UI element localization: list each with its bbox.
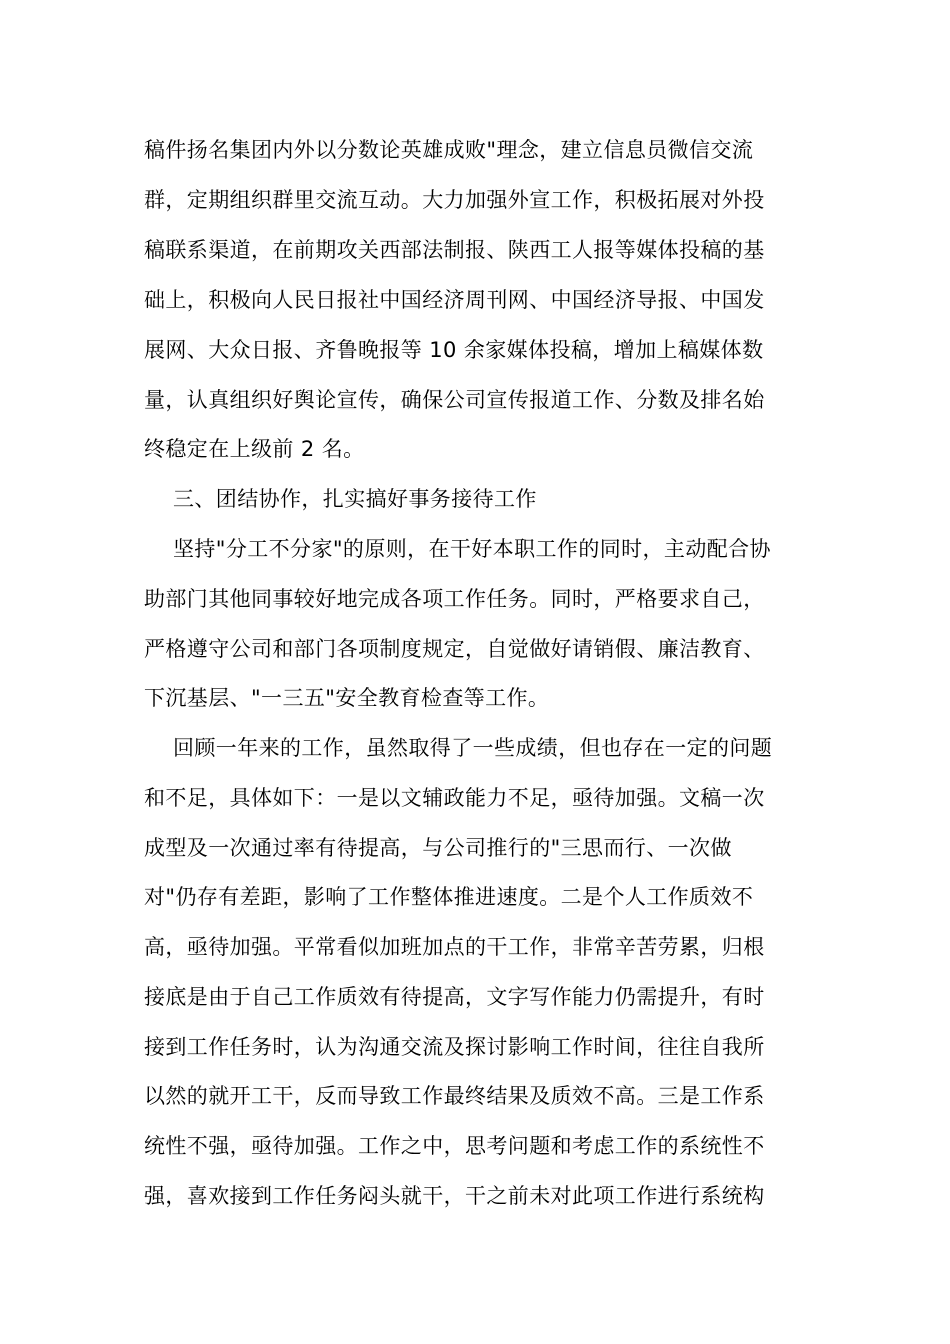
text-line: 稿联系渠道，在前期攻关西部法制报、陕西工人报等媒体投稿的基 — [144, 238, 765, 262]
text-line: 量，认真组织好舆论宣传，确保公司宣传报道工作、分数及排名始 — [144, 388, 765, 412]
text-line: 高，亟待加强。平常看似加班加点的干工作，非常辛苦劳累，归根 — [144, 935, 765, 959]
text-line: 成型及一次通过率有待提高，与公司推行的"三思而行、一次做 — [144, 836, 732, 860]
text-line: 回顾一年来的工作，虽然取得了一些成绩，但也存在一定的问题 — [173, 736, 773, 760]
text-line: 接到工作任务时，认为沟通交流及探讨影响工作时间，往往自我所 — [144, 1035, 765, 1059]
text-line: 坚持"分工不分家"的原则，在干好本职工作的同时，主动配合协 — [173, 537, 771, 561]
text-line: 强，喜欢接到工作任务闷头就干，干之前未对此项工作进行系统构 — [144, 1184, 765, 1208]
text-line: 统性不强，亟待加强。工作之中，思考问题和考虑工作的系统性不 — [144, 1134, 765, 1158]
text-line: 展网、大众日报、齐鲁晚报等 10 余家媒体投稿，增加上稿媒体数 — [144, 338, 764, 362]
text-line: 接底是由于自己工作质效有待提高，文字写作能力仍需提升，有时 — [144, 985, 765, 1009]
text-line: 稿件扬名集团内外以分数论英雄成败"理念，建立信息员微信交流 — [144, 138, 754, 162]
section-heading: 三、团结协作，扎实搞好事务接待工作 — [173, 487, 537, 511]
text-line: 下沉基层、"一三五"安全教育检查等工作。 — [144, 686, 550, 710]
text-line: 助部门其他同事较好地完成各项工作任务。同时，严格要求自己， — [144, 587, 765, 611]
text-line: 对"仍存有差距，影响了工作整体推进速度。二是个人工作质效不 — [144, 885, 754, 909]
text-line: 严格遵守公司和部门各项制度规定，自觉做好请销假、廉洁教育、 — [144, 637, 765, 661]
text-line: 以然的就开工干，反而导致工作最终结果及质效不高。三是工作系 — [144, 1084, 765, 1108]
text-line: 础上，积极向人民日报社中国经济周刊网、中国经济导报、中国发 — [144, 288, 765, 312]
text-line: 群，定期组织群里交流互动。大力加强外宣工作，积极拓展对外投 — [144, 188, 765, 212]
text-line: 和不足，具体如下：一是以文辅政能力不足，亟待加强。文稿一次 — [144, 786, 765, 810]
text-line: 终稳定在上级前 2 名。 — [144, 437, 365, 461]
